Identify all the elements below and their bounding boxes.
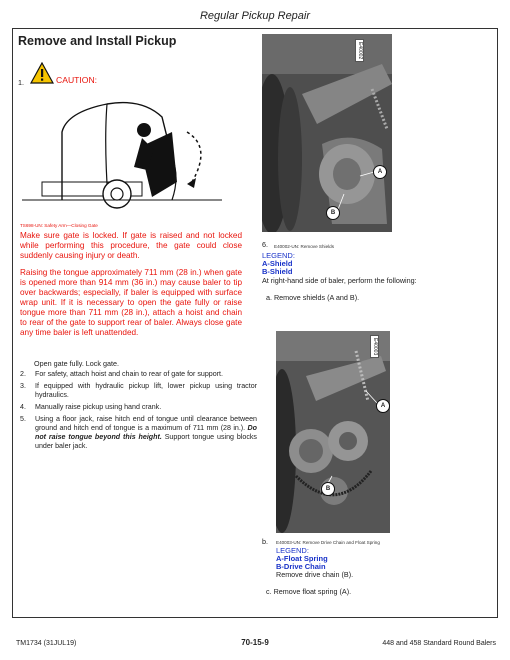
warning-paragraph-1: Make sure gate is locked. If gate is raised and not locked while performing this procedure, the gate could close suddenly causing injury or death. xyxy=(20,231,242,260)
step-number: 2. xyxy=(20,370,26,378)
step-6a-text: a. Remove shields (A and B). xyxy=(266,293,360,302)
footer-product: 448 and 458 Standard Round Balers xyxy=(382,640,496,647)
running-header: Regular Pickup Repair xyxy=(199,10,311,22)
step-1-number: 1. xyxy=(18,78,24,87)
step-b-letter: b. xyxy=(262,537,268,546)
legend-item-a: A-Shield xyxy=(262,259,293,268)
step-b-instruction: Remove drive chain (B). xyxy=(276,570,354,579)
callout-b: B xyxy=(321,482,335,496)
figure-1-caption: TS698-UN: Safety Arm—Closing Gate xyxy=(20,223,98,228)
legend-item-b: B-Shield xyxy=(262,267,293,276)
open-gate-text: Open gate fully. Lock gate. xyxy=(34,359,119,368)
step-text: For safety, attach hoist and chain to rear of gate for support. xyxy=(35,370,223,378)
step-number: 3. xyxy=(20,382,26,390)
footer-doc-id: TM1734 (31JUL19) xyxy=(16,640,77,647)
warning-triangle-icon xyxy=(30,62,54,84)
safety-illustration xyxy=(22,92,222,222)
footer-page-number: 70-15-9 xyxy=(241,638,269,647)
callout-b: B xyxy=(326,206,340,220)
step-text: Manually raise pickup using hand crank. xyxy=(35,403,162,411)
list-item xyxy=(20,403,260,413)
photo-1-caption: E40002-UN: Remove Shields xyxy=(274,244,335,249)
photo-id-tag: E40002 xyxy=(355,39,364,62)
step-c-text: c. Remove float spring (A). xyxy=(266,587,352,596)
step-text: Using a floor jack, raise hitch end of tongue until clearance between ground and hitch end of tongue is a maximum of 711 mm (28 in.). Do not raise tongue beyond this height. Support tongue using blocks under baler jack. xyxy=(35,415,257,450)
step-number: 5. xyxy=(20,415,26,423)
step-6-number: 6. xyxy=(262,240,268,249)
list-item xyxy=(20,382,260,402)
section-title: Remove and Install Pickup xyxy=(18,34,177,48)
step-6-instruction: At right-hand side of baler, perform the following: xyxy=(262,276,417,285)
photo-remove-drive-chain xyxy=(276,331,390,533)
step-number: 4. xyxy=(20,403,26,411)
callout-a: A xyxy=(373,165,387,179)
photo-2-caption: E40003-UN: Remove Drive Chain and Float Spring xyxy=(276,540,380,545)
list-item xyxy=(20,415,260,455)
legend-title: LEGEND: xyxy=(276,546,309,555)
callout-a: A xyxy=(376,399,390,413)
legend-item-a: A-Float Spring xyxy=(276,554,328,563)
step-text: If equipped with hydraulic pickup lift, lower pickup using tractor hydraulics. xyxy=(35,382,257,399)
list-item xyxy=(20,370,260,380)
caution-label: CAUTION: xyxy=(56,75,98,85)
photo-id-tag: E40003 xyxy=(370,335,379,358)
warning-paragraph-2: Raising the tongue approximately 711 mm (28 in.) when gate is opened more than 914 mm (36 in.) may cause baler to tip over backwards; especially, if baler is equipped with surface wrap unit. If it is necessary to open the gate fully or raise tongue more than 711 mm (28 in.), attach a hoist and chain to rear of the gate to support rear of baler. Always close gate any time baler is left unattended. xyxy=(20,268,242,337)
legend-item-b: B-Drive Chain xyxy=(276,562,326,571)
legend-title: LEGEND: xyxy=(262,251,295,260)
photo-remove-shields xyxy=(262,34,392,232)
